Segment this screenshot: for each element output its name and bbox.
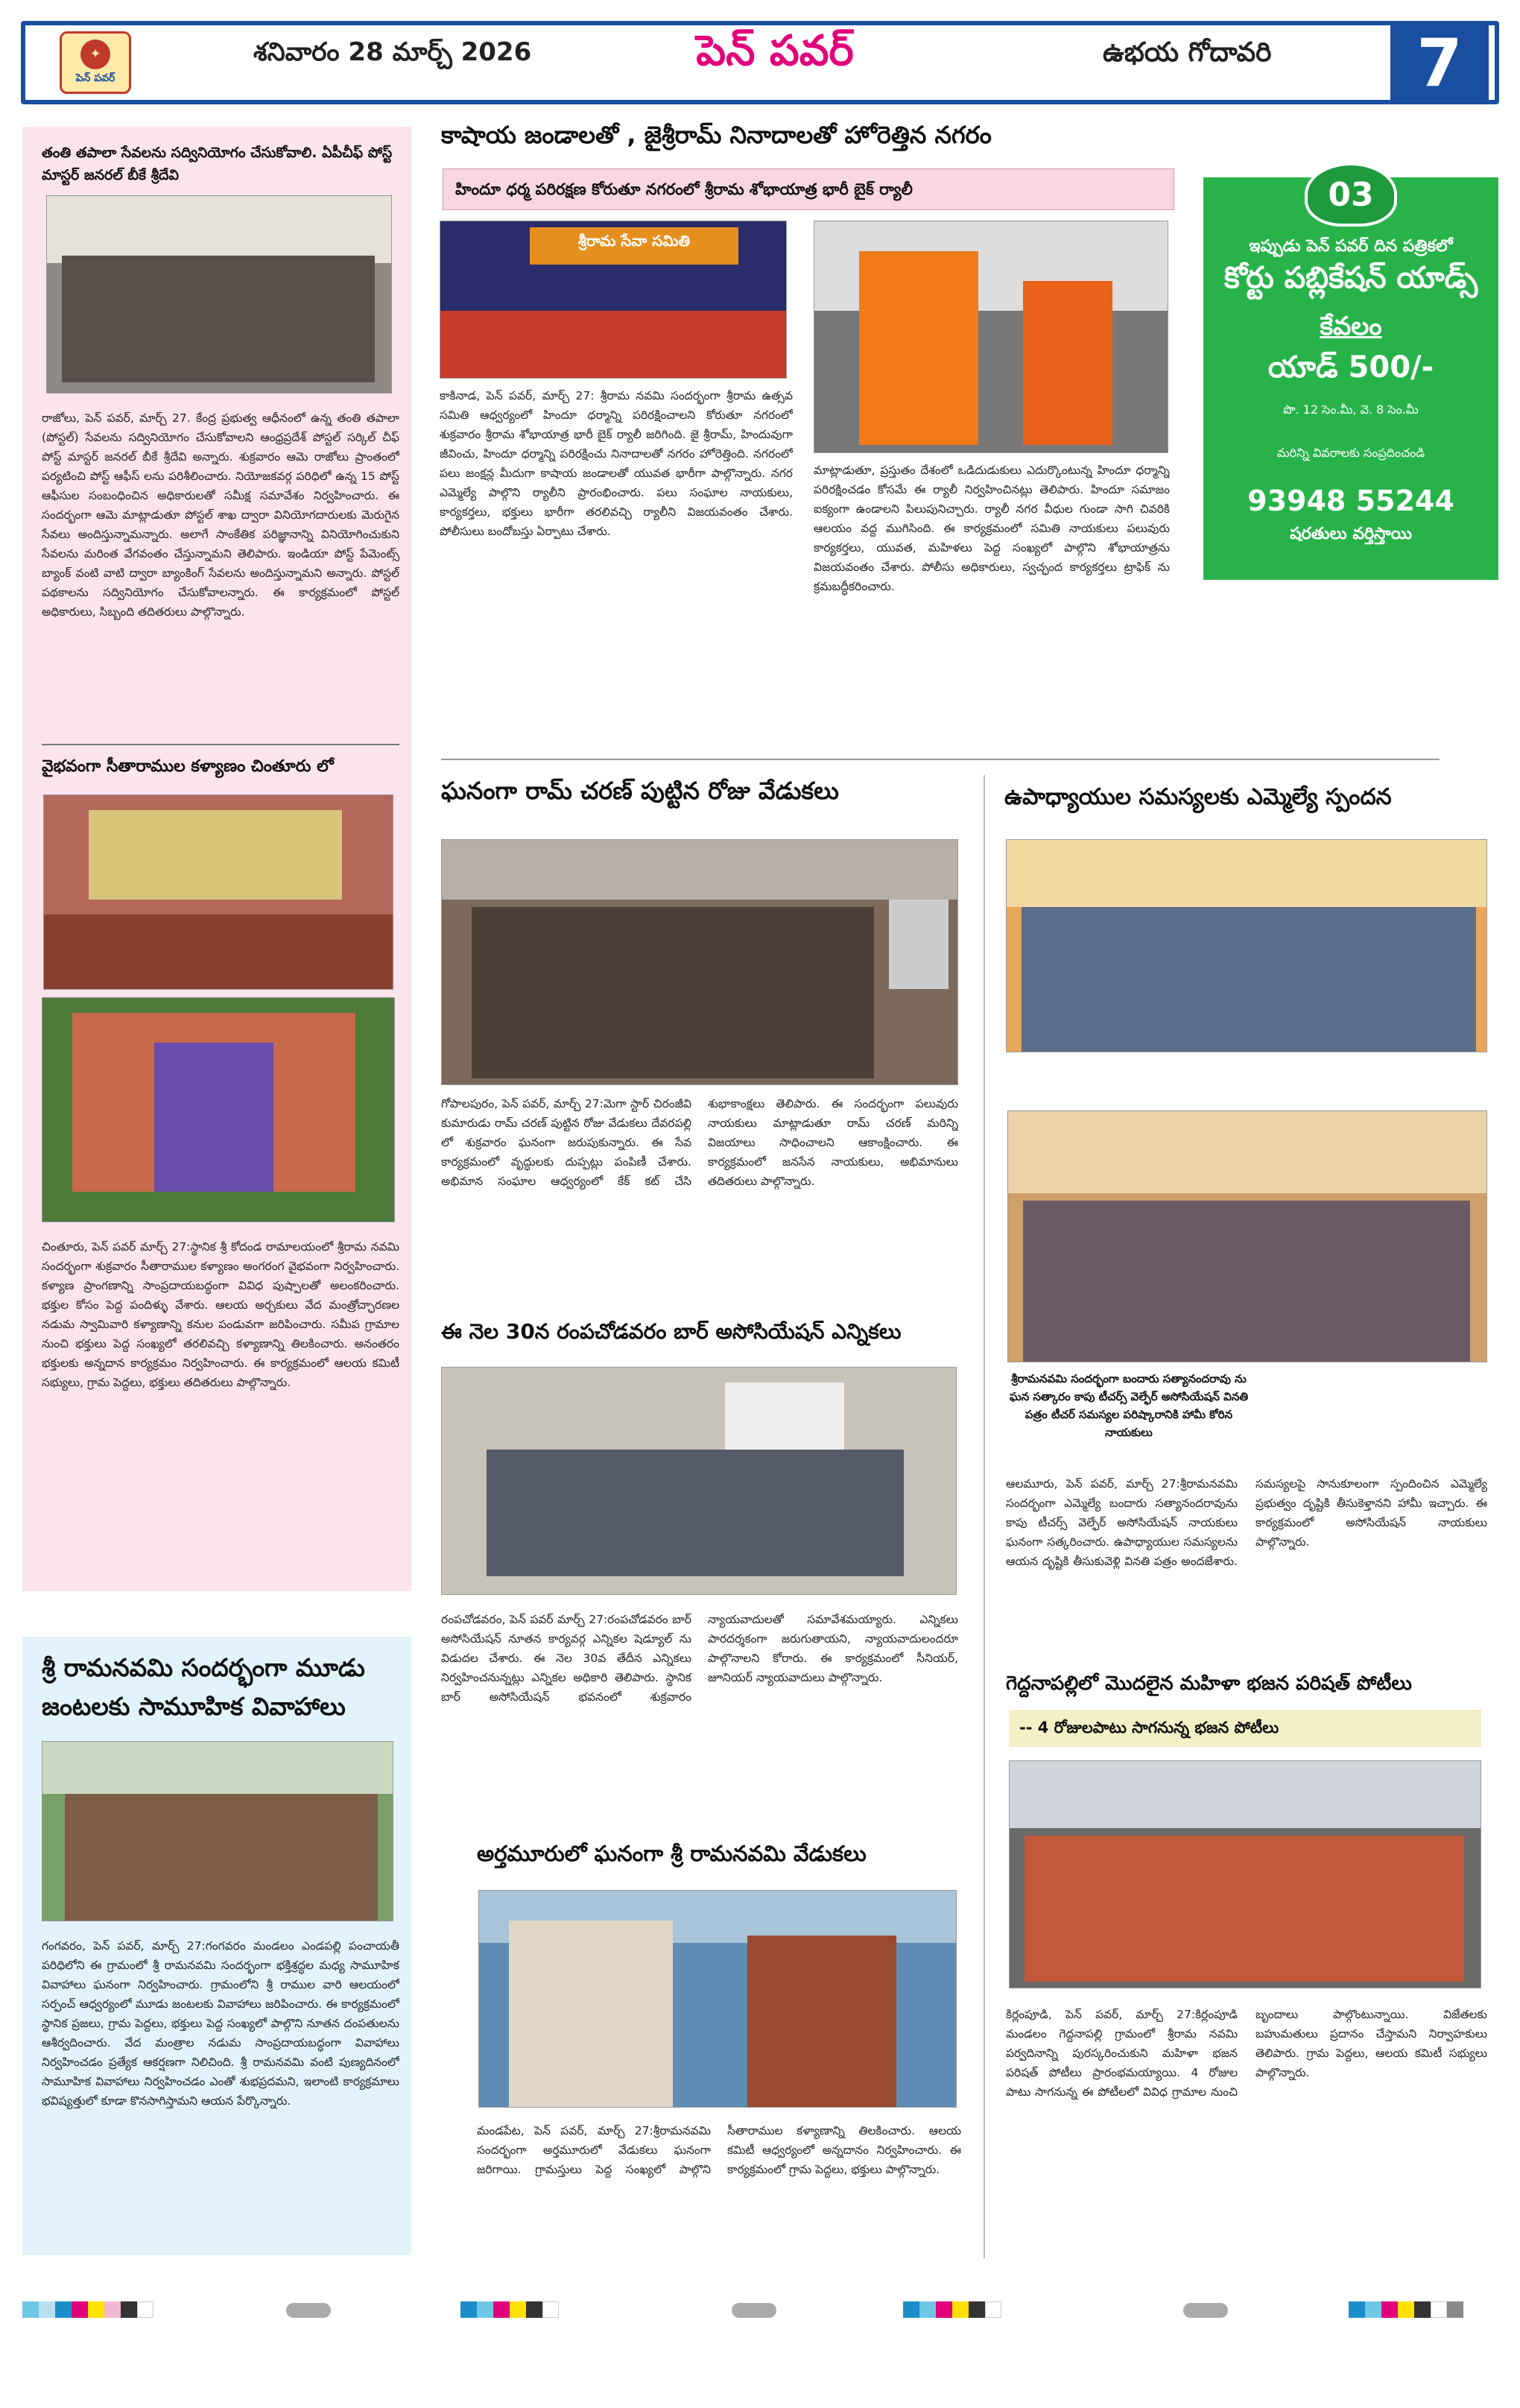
- ad-price: యాడ్ 500/-: [1267, 350, 1434, 385]
- logo-emblem-icon: ✦: [80, 39, 110, 69]
- story-bhajan-headline: గెద్దనాపల్లిలో మొదలైన మహిళా భజన పరిషత్ పోటీలు: [1006, 1672, 1412, 1695]
- color-registration-strip: [903, 2301, 1001, 2318]
- ad-size: పొ. 12 సెం.మీ, వె. 8 సెం.మీ: [1283, 402, 1419, 417]
- story-postal-photo: [46, 195, 392, 394]
- ad-contact-prompt: మరిన్ని వివరాలకు సంప్రదించండి: [1276, 446, 1425, 460]
- ad-phone: 93948 55244: [1247, 484, 1454, 517]
- story-artamuru-headline: అర్తమూరులో ఘనంగా శ్రీ రామనవమి వేడుకలు: [477, 1841, 867, 1866]
- story-weddings-headline: శ్రీ రామనవమి సందర్భంగా మూడు జంటలకు సామూహిక వివాహాలు: [42, 1653, 365, 1721]
- story-bar-headline: ఈ నెల 30న రంపచోడవరం బార్ అసోసియేషన్ ఎన్నికలు: [441, 1319, 902, 1344]
- story-teachers-photo-2: [1007, 1110, 1487, 1362]
- story-kalyanam-photo-1: [43, 794, 393, 990]
- story-weddings-photo: [42, 1741, 393, 1921]
- story-ramcharan-headline: ఘనంగా రామ్ చరణ్ పుట్టిన రోజు వేడుకలు: [441, 777, 839, 805]
- newspaper-logo: [60, 31, 131, 94]
- divider: [441, 759, 1440, 760]
- color-registration-strip: [1349, 2301, 1463, 2318]
- registration-mark: [732, 2303, 776, 2318]
- story-kalyanam-body: చింతూరు, పెన్ పవర్ మార్చ్ 27:స్థానిక శ్రీ కోదండ రామాలయంలో శ్రీరామ నవమి సందర్భంగా శుక్రవారం సీతారాముల కళ్యాణం అంగరంగ వైభవంగా నిర్వహించారు. కళ్యాణ ప్రాంగణాన్ని సాంప్రదాయబద్ధంగా వివిధ పుష్పాలతో అలంకరించారు. భక్తుల కోసం పెద్ద పందిళ్ళు వేశారు. ఆలయ అర్చకులు వేద మంత్రోచ్ఛారణల నడుమ స్వామివారి కళ్యాణాన్ని కనుల పండువగా జరిపించారు. సమీప గ్రామాల నుంచి భక్తులు పెద్ద సంఖ్యలో తరలివచ్చి కళ్యాణాన్ని తిలకించారు. అనంతరం భక్తులకు అన్నదాన కార్యక్రమం నిర్వహించారు. ఈ కార్యక్రమంలో ఆలయ కమిటీ సభ్యులు, గ్రామ పెద్దలు, భక్తులు తదితరులు పాల్గొన్నారు.: [42, 1240, 399, 1389]
- story-rally-subheadline: హిందూ ధర్మ పరిరక్షణ కోరుతూ నగరంలో శ్రీరామ శోభాయాత్ర భారీ బైక్ ర్యాలీ: [443, 168, 1174, 210]
- story-rally-photo-1: [440, 221, 787, 379]
- court-ads-advertisement: [1203, 162, 1498, 580]
- color-registration-strip: [22, 2301, 153, 2318]
- story-teachers-headline: ఉపాధ్యాయుల సమస్యలకు ఎమ్మెల్యే స్పందన: [1004, 784, 1392, 810]
- column-divider: [984, 775, 985, 2258]
- logo-text: పెన్ పవర్: [75, 72, 115, 84]
- paper-title: పెన్ పవర్: [696, 27, 854, 75]
- story-bhajan-subheadline: -- 4 రోజులపాటు సాగనున్న భజన పోటీలు: [1009, 1710, 1481, 1747]
- registration-mark: [1183, 2303, 1228, 2318]
- registration-mark: [286, 2303, 331, 2318]
- color-registration-strip: [460, 2301, 559, 2318]
- story-artamuru-photo: [478, 1890, 957, 2108]
- story-weddings-body: గంగవరం, పెన్ పవర్, మార్చ్ 27:గంగవరం మండలం ఎండపల్లి పంచాయతీ పరిధిలోని ఈ గ్రామంలో శ్రీ రామనవమి సందర్భంగా భక్తిశ్రద్ధల మధ్య సామూహిక వివాహాలు ఘనంగా నిర్వహించారు. గ్రామంలోని శ్రీ రాముల వారి ఆలయంలో సర్పంచ్ ఆధ్వర్యంలో మూడు జంటలకు వివాహాలు జరిపించారు. ఈ కార్యక్రమంలో స్థానిక ప్రజలు, గ్రామ పెద్దలు, భక్తులు పెద్ద సంఖ్యలో పాల్గొని నూతన దంపతులను ఆశీర్వదించారు. వేద మంత్రాల నడుమ సాంప్రదాయబద్ధంగా వివాహాలు నిర్వహించడం ప్రత్యేక ఆకర్షణగా నిలిచింది. శ్రీ రామనవమి వంటి పుణ్యదినంలో సామూహిక వివాహాలు నిర్వహించడం ఎంతో శుభప్రదమని, ఇలాంటి కార్యక్రమాలు భవిష్యత్తులో కూడా కొనసాగిస్తామని ఆయన పేర్కొన్నారు.: [42, 1939, 399, 2108]
- page-number: 7: [1390, 25, 1489, 100]
- divider: [42, 744, 399, 745]
- story-teachers-body: ఆలమూరు, పెన్ పవర్, మార్చ్ 27:శ్రీరామనవమి సందర్భంగా ఎమ్మెల్యే బందారు సత్యానందరావును కాపు టీచర్స్ వెల్ఫేర్ అసోసియేషన్ నాయకులు ఘనంగా సత్కరించారు. ఉపాధ్యాయుల సమస్యలను ఆయన దృష్టికి తీసుకువెళ్లి వినతి పత్రం అందజేశారు. సమస్యలపై సానుకూలంగా స్పందించిన ఎమ్మెల్యే ప్రభుత్వం దృష్టికి తీసుకెళ్తానని హామీ ఇచ్చారు. ఈ కార్యక్రమంలో అసోసియేషన్ నాయకులు పాల్గొన్నారు.: [1006, 1477, 1487, 1568]
- ad-terms: షరతులు వర్తిస్తాయి: [1290, 525, 1412, 543]
- story-postal-headline: తంతి తపాలా సేవలను సద్వినియోగం చేసుకోవాలి. ఏపీచీఫ్ పోస్ట్ మాస్టర్ జనరల్ బీకే శ్రీదేవి: [42, 145, 393, 183]
- story-postal-body: రాజోలు, పెన్ పవర్, మార్చ్ 27. కేంద్ర ప్రభుత్వ ఆధీనంలో ఉన్న తంతి తపాలా (పోస్టల్) సేవలను సద్వినియోగం చేసుకోవాలని ఆంధ్రప్రదేశ్ పోస్టల్ సర్కిల్ చీఫ్ పోస్ట్ మాస్టర్ జనరల్ బీకే శ్రీదేవి అన్నారు. శుక్రవారం ఆమె రాజోలు ప్రాంతంలో పర్యటించి పోస్ట్ ఆఫీస్ లను పరిశీలించారు. నియోజకవర్గ పరిధిలో ఉన్న 15 పోస్ట్ ఆఫీసుల సంబంధించిన అధికారులతో సమీక్ష సమావేశం నిర్వహించారు. ఈ సందర్భంగా ఆమె మాట్లాడుతూ పోస్టల్ శాఖ ద్వారా వినియోగదారులకు మెరుగైన సేవలు అందిస్తున్నామన్నారు. అలాగే సాంకేతిక పరిజ్ఞానాన్ని వినియోగించుకుని సేవలను మరింత వేగవంతం చేస్తున్నామని తెలిపారు. ఇండియా పోస్ట్ పేమెంట్స్ బ్యాంక్ వంటి వాటి ద్వారా బ్యాంకింగ్ సేవలను అందిస్తున్నామని అన్నారు. పోస్టల్ పథకాలను సద్వినియోగం చేసుకోవాలన్నారు. ఈ కార్యక్రమంలో పోస్టల్ అధికారులు, సిబ్బంది తదితరులు పాల్గొన్నారు.: [42, 411, 399, 619]
- ad-badge: 03: [1305, 162, 1397, 227]
- ad-line-1: ఇప్పుడు పెన్ పవర్ దిన పత్రికలో: [1249, 237, 1453, 256]
- ad-line-2: కోర్టు పబ్లికేషన్ యాడ్స్: [1223, 261, 1478, 295]
- story-ramcharan-body: గోపాలపురం, పెన్ పవర్, మార్చ్ 27:మెగా స్టార్ చిరంజీవి కుమారుడు రామ్ చరణ్ పుట్టిన రోజు వేడుకలు దేవరపల్లి లో శుక్రవారం ఘనంగా జరుపుకున్నారు. ఈ సేవ కార్యక్రమంలో వృద్ధులకు దుప్పట్లు పంపిణీ చేశారు. అభిమాన సంఘాల ఆధ్వర్యంలో కేక్ కట్ చేసి శుభాకాంక్షలు తెలిపారు. ఈ సందర్భంగా పలువురు నాయకులు మాట్లాడుతూ రామ్ చరణ్ మరిన్ని విజయాలు సాధించాలని ఆకాంక్షించారు. ఈ కార్యక్రమంలో జనసేన నాయకులు, అభిమానులు తదితరులు పాల్గొన్నారు.: [441, 1097, 958, 1188]
- story-rally-headline: కాషాయ జండాలతో , జైశ్రీరామ్ నినాదాలతో హోరెత్తిన నగరం: [441, 121, 992, 149]
- issue-date: శనివారం 28 మార్చ్ 2026: [253, 37, 532, 67]
- story-bar-body: రంపచోడవరం, పెన్ పవర్ మార్చ్ 27:రంపచోడవరం బార్ అసోసియేషన్ నూతన కార్యవర్గ ఎన్నికల షెడ్యూల్ ను విడుదల చేశారు. ఈ నెల 30వ తేదీన ఎన్నికలు నిర్వహించనున్నట్లు ఎన్నికల అధికారి తెలిపారు. స్థానిక బార్ అసోసియేషన్ భవనంలో శుక్రవారం న్యాయవాదులతో సమావేశమయ్యారు. ఎన్నికలు పారదర్శకంగా జరుగుతాయని, న్యాయవాదులందరూ పాల్గొనాలని కోరారు. ఈ కార్యక్రమంలో సీనియర్, జూనియర్ న్యాయవాదులు పాల్గొన్నారు.: [441, 1613, 958, 1704]
- story-rally-body-right: మాట్లాడుతూ, ప్రస్తుతం దేశంలో ఒడిదుడుకులు ఎదుర్కొంటున్న హిందూ ధర్మాన్ని పరిరక్షించడం కోసమే ఈ ర్యాలీ నిర్వహించినట్లు తెలిపారు. హిందూ సమాజం ఐక్యంగా ఉండాలని పిలుపునిచ్చారు. ర్యాలీ నగర వీధుల గుండా సాగి చివరికి ఆలయం వద్ద ముగిసింది. ఈ కార్యక్రమంలో సమితి నాయకులు పలువురు కార్యకర్తలు, యువత, మహిళలు పెద్ద సంఖ్యలో పాల్గొని శోభాయాత్రను విజయవంతం చేశారు. పోలీసు అధికారులు, స్వచ్ఛంద కార్యకర్తలు ట్రాఫిక్ ను క్రమబద్ధీకరించారు.: [814, 464, 1170, 593]
- ad-line-3: కేవలం: [1320, 312, 1382, 341]
- edition-region: ఉభయ గోదావరి: [1103, 37, 1272, 68]
- rally-banner-text: శ్రీరామ సేవా సమితి: [577, 232, 691, 250]
- story-kalyanam-photo-2: [42, 997, 395, 1222]
- story-kalyanam-headline: వైభవంగా సీతారాముల కళ్యాణం చింతూరు లో: [42, 757, 334, 776]
- story-bar-photo: [441, 1367, 957, 1595]
- story-bhajan-photo: [1009, 1760, 1481, 1988]
- story-teachers-caption: శ్రీరామనవమి సందర్భంగా బందారు సత్యానందరావు ను ఘన సత్కారం కాపు టీచర్స్ వెల్ఫేర్ అసోసియేషన్ వినతి పత్రం టీచర్ సమస్యల పరిష్కారానికి హామీ కోరిన నాయకులు: [1009, 1372, 1249, 1439]
- story-teachers-photo-1: [1006, 839, 1487, 1052]
- story-rally-body-left: కాకినాడ, పెన్ పవర్, మార్చ్ 27: శ్రీరామ నవమి సందర్భంగా శ్రీరామ ఉత్సవ సమితి ఆధ్వర్యంలో హిందూ ధర్మాన్ని పరిరక్షించాలని కోరుతూ నగరంలో శుక్రవారం శ్రీరామ శోభాయాత్ర భారీ బైక్ ర్యాలీ జరిగింది. జై శ్రీరామ్, హిందువుగా జీవించు, హిందూ ధర్మాన్ని పరిరక్షించు నినాదాలతో నగరం హోరెత్తింది. నగరంలో పలు జంక్షన్ల మీదుగా కాషాయ జండాలతో యువత భారీగా పాల్గొన్నారు. నగర ఎమ్మెల్యే పాల్గొని ర్యాలీని ప్రారంభించారు. పలు సంఘాల నాయకులు, కార్యకర్తలు, భక్తులు భారీగా తరలివచ్చి ర్యాలీని విజయవంతం చేశారు. పోలీసులు బందోబస్తు ఏర్పాటు చేశారు.: [440, 389, 793, 538]
- story-ramcharan-photo: [441, 839, 958, 1085]
- story-rally-photo-2: [814, 221, 1168, 453]
- story-bhajan-body: కిర్లంపూడి, పెన్ పవర్, మార్చ్ 27:కిర్లంపూడి మండలం గెద్దనాపల్లి గ్రామంలో శ్రీరామ నవమి పర్వదినాన్ని పురస్కరించుకుని మహిళా భజన పరిషత్ పోటీలు ప్రారంభమయ్యాయి. 4 రోజుల పాటు సాగనున్న ఈ పోటీలలో వివిధ గ్రామాల నుంచి బృందాలు పాల్గొంటున్నాయి. విజేతలకు బహుమతులు ప్రదానం చేస్తామని నిర్వాహకులు తెలిపారు. గ్రామ పెద్దలు, ఆలయ కమిటీ సభ్యులు పాల్గొన్నారు.: [1006, 2008, 1487, 2099]
- story-artamuru-body: మండపేట, పెన్ పవర్, మార్చ్ 27:శ్రీరామనవమి సందర్భంగా అర్తమూరులో వేడుకలు ఘనంగా జరిగాయి. గ్రామస్తులు పెద్ద సంఖ్యలో పాల్గొని సీతారాముల కళ్యాణాన్ని తిలకించారు. ఆలయ కమిటీ ఆధ్వర్యంలో అన్నదానం నిర్వహించారు. ఈ కార్యక్రమంలో గ్రామ పెద్దలు, భక్తులు పాల్గొన్నారు.: [477, 2124, 961, 2176]
